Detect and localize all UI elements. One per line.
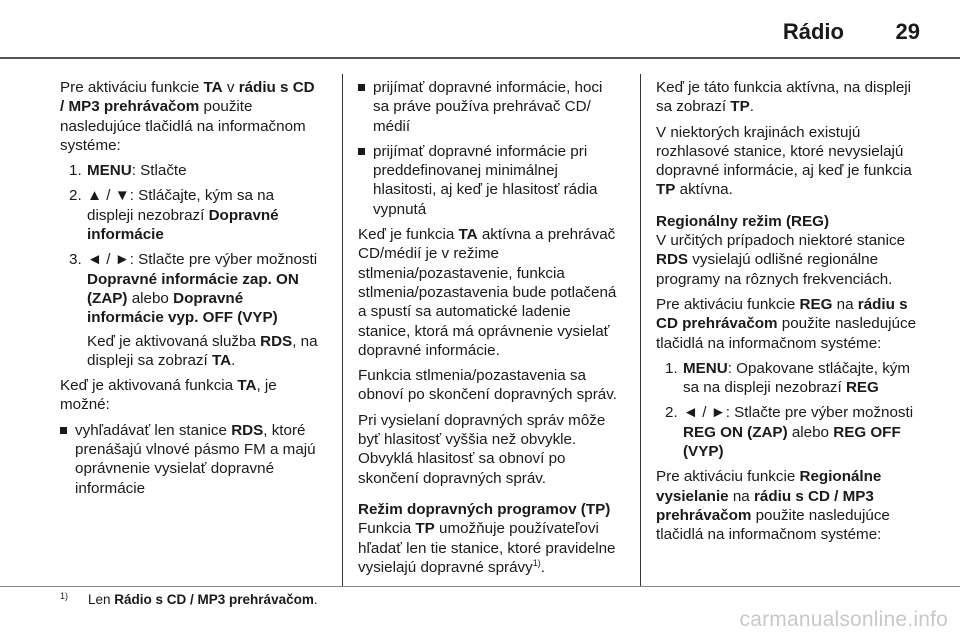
header-divider [0,57,960,59]
step-3-note: Keď je aktivovaná služba RDS, na displeji sa zobrazí TA. [87,332,318,369]
column-divider [342,74,343,586]
footnote-divider [0,586,960,587]
reg-activation-paragraph: Pre aktiváciu funkcie REG na rádiu s CD prehrávačom použite nasledujúce tlačidlá na informačnom systéme: [656,295,917,352]
ta-intro-paragraph: Pre aktiváciu funkcie TA v rádiu s CD / MP3 prehrávačom použite nasledujúce tlačidlá na informačnom systéme: [60,79,315,154]
tp-countries-paragraph: V niektorých krajinách existujú rozhlasové stanice, ktoré nevysielajú dopravné informácie, aj keď je funkcia TP aktívna. [656,123,912,199]
reg-step-2: 2. ◄ / ►: Stlačte pre výber možnosti REG ON (ZAP) alebo REG OFF (VYP) [665,404,914,461]
step-1: 1. MENU: Stlačte [69,162,187,180]
bullet-item: prijímať dopravné informácie, hoci sa práve používa prehrávač CD/ médií [358,78,620,136]
footnote-text: Len Rádio s CD / MP3 prehrávačom. [88,592,318,607]
page-header-title: Rádio [782,19,844,44]
ta-active-paragraph: Keď je aktivovaná funkcia TA, je možné: [60,377,277,414]
reg-step-1: 1. MENU: Opakovane stláčajte, kým sa na displeji nezobrazí REG [665,359,911,397]
reg-heading: Regionálny režim (REG) [656,212,829,230]
footnote-mark: 1) [60,591,69,601]
bullet-item: vyhľadávať len stanice RDS, ktoré prenášajú vlnové pásmo FM a majú oprávnenie vysielať dopravné informácie [60,421,322,498]
tp-paragraph: Funkcia TP umožňuje používateľovi hľadať len tie stanice, ktoré pravidelne vysielajú dopravné správy$^{1)}$. [358,520,616,576]
footnote-reference: 1) [532,557,541,568]
mute-restore-paragraph: Funkcia stlmenia/pozastavenia sa obnoví po skončení dopravných správ. [358,367,617,404]
reg-paragraph: V určitých prípadoch niektoré stanice RDS vysielajú odlišné regionálne programy na rôznych frekvenciách. [656,232,906,288]
ta-mute-paragraph: Keď je funkcia TA aktívna a prehrávač CD/médií je v režime stlmenia/pozastavenie, funkcia stlmenia/pozastavenia bude potlačená a spustí sa automatické ladenie stanice, ktorá má oprávnenie vysielať dopravné informácie. [358,226,617,359]
tp-display-paragraph: Keď je táto funkcia aktívna, na displeji sa zobrazí TP. [656,79,912,116]
page-number: 29 [895,19,920,44]
tp-heading: Režim dopravných programov (TP) [358,500,611,518]
step-3: 3. ◄ / ►: Stlačte pre výber možnosti Dopravné informácie zap. ON (ZAP) alebo Dopravné informácie vyp. OFF (VYP) [69,251,318,327]
regional-broadcast-paragraph: Pre aktiváciu funkcie Regionálne vysielanie na rádiu s CD / MP3 prehrávačom použite nasledujúce tlačidlá na informačnom systéme: [656,468,890,544]
bullet-item: prijímať dopravné informácie pri preddefinovanej minimálnej hlasitosti, aj keď je hlasitosť rádia vypnutá [358,142,620,219]
column-2 [358,78,620,583]
column-divider [640,74,641,586]
watermark: carmanualsonline.info [739,608,948,631]
step-2: 2. ▲ / ▼: Stláčajte, kým sa na displeji nezobrazí Dopravné informácie [69,187,279,244]
bullet-icon [358,84,365,91]
bullet-icon [358,148,365,155]
column-3 [656,78,924,551]
volume-paragraph: Pri vysielaní dopravných správ môže byť hlasitosť vyššia než obvykle. Obvyklá hlasitosť sa obnoví po skončení dopravných správ. [358,411,606,487]
bullet-icon [60,427,67,434]
column-1 [60,78,322,504]
